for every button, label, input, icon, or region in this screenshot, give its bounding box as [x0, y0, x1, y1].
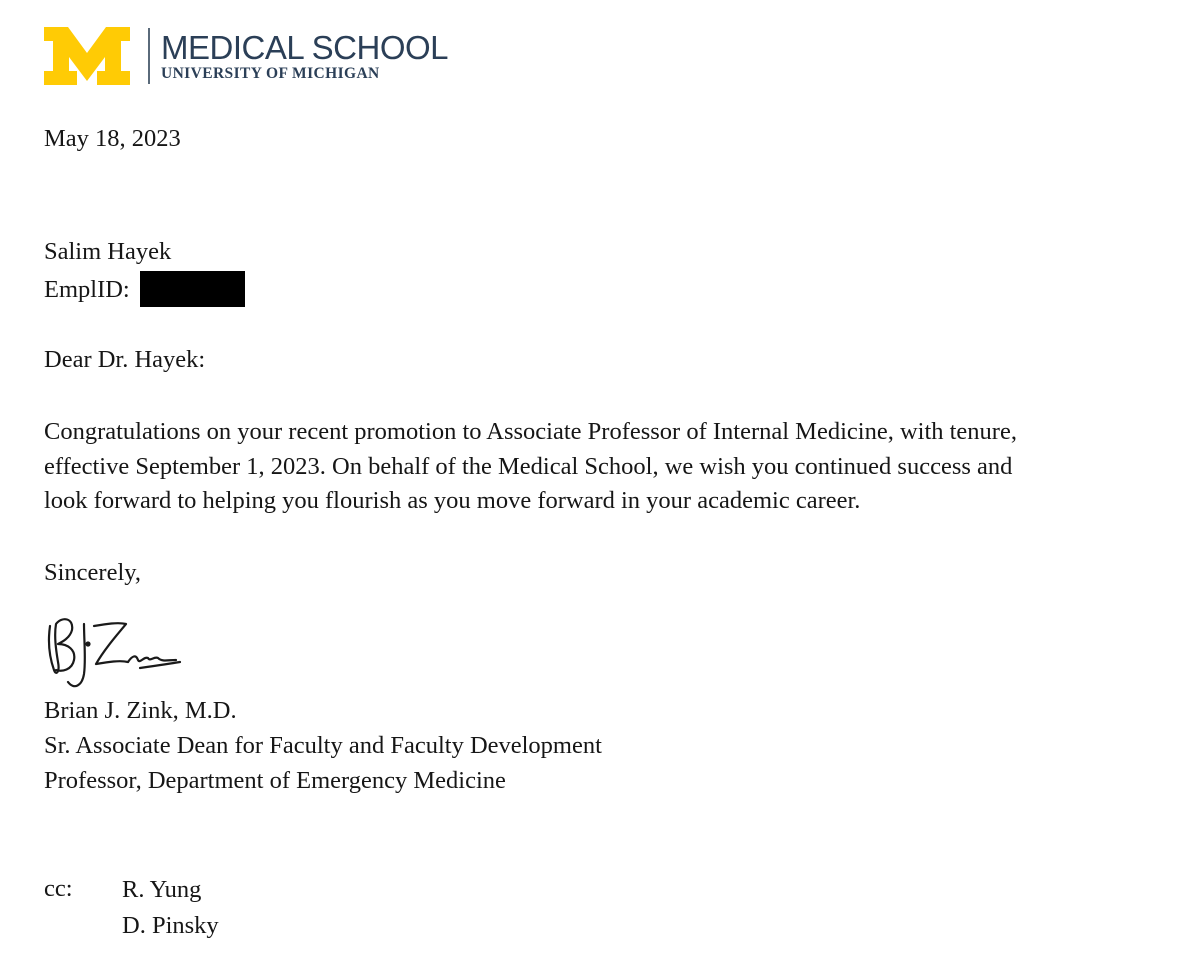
university-name: UNIVERSITY OF MICHIGAN — [161, 64, 380, 82]
cc-label: cc: — [44, 875, 73, 902]
unit-name: MEDICAL SCHOOL — [161, 28, 449, 66]
cc-name: R. Yung — [122, 876, 202, 903]
recipient-name: Salim Hayek — [44, 238, 172, 265]
letter-body — [44, 415, 1184, 519]
redaction-box — [140, 271, 245, 307]
cc-list — [122, 872, 219, 944]
cc-name: D. Pinsky — [122, 912, 219, 939]
emplid-label: EmplID: — [44, 276, 130, 303]
signer-title-2: Professor, Department of Emergency Medicine — [44, 767, 506, 794]
body-line: effective September 1, 2023. On behalf of the Medical School, we wish you continued success and — [44, 452, 1013, 480]
salutation: Dear Dr. Hayek: — [44, 346, 206, 373]
closing: Sincerely, — [44, 559, 142, 586]
letterhead-divider — [148, 28, 150, 84]
recipient-emplid — [44, 273, 245, 309]
body-line: Congratulations on your recent promotion to Associate Professor of Internal Medicine, with tenure, — [44, 418, 1017, 445]
signer-name: Brian J. Zink, M.D. — [44, 697, 237, 724]
letterhead — [44, 25, 448, 87]
block-m-logo-icon — [44, 27, 130, 85]
signer-title-1: Sr. Associate Dean for Faculty and Faculty Development — [44, 732, 602, 759]
letter-date: May 18, 2023 — [44, 125, 181, 152]
letterhead-text — [161, 28, 449, 82]
signature-icon — [44, 610, 189, 692]
body-line: look forward to helping you flourish as you move forward in your academic career. — [44, 487, 861, 514]
